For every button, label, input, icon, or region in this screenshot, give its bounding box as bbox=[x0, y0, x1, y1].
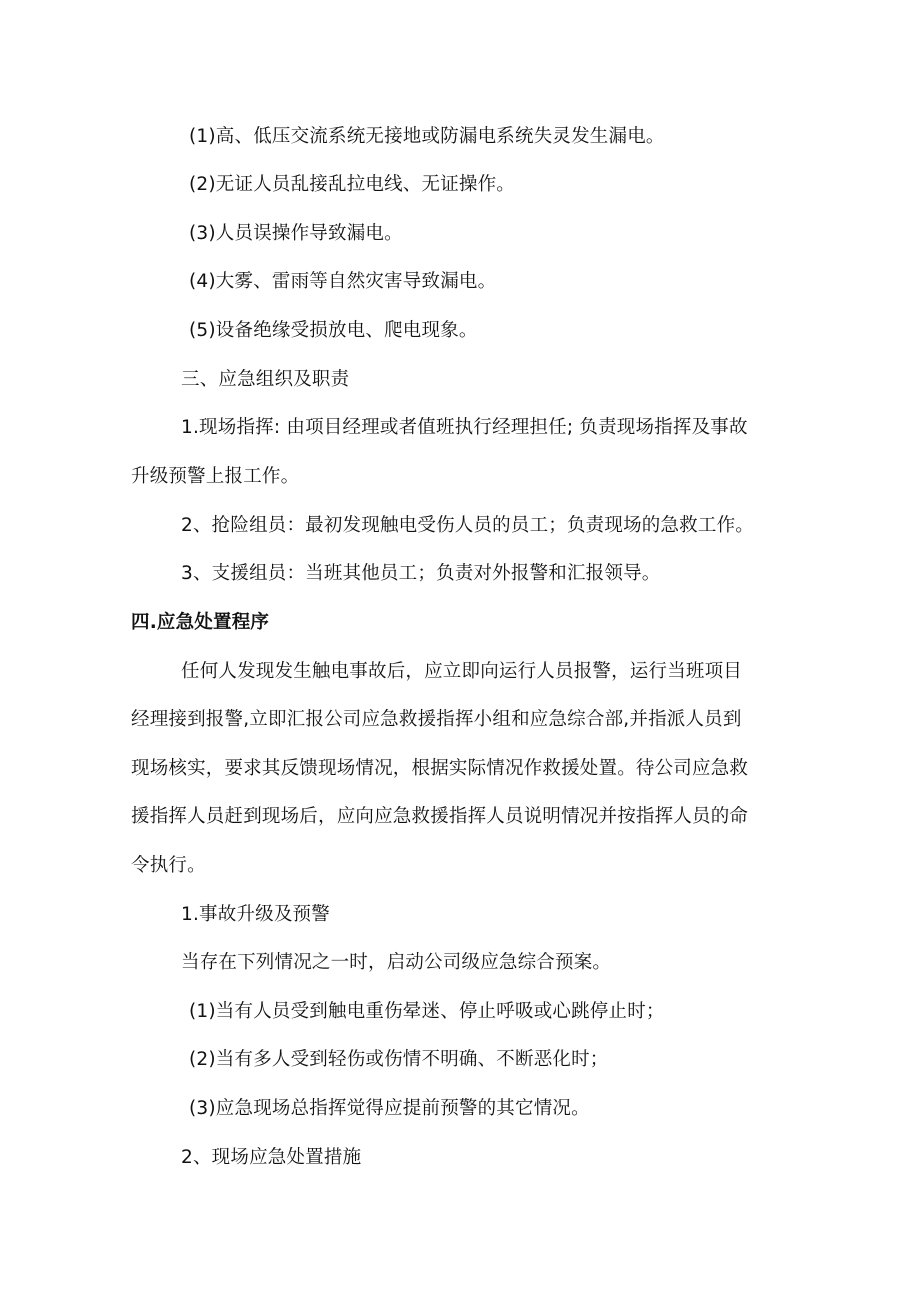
role-support: 3、支援组员：当班其他员工；负责对外报警和汇报领导。 bbox=[181, 563, 661, 584]
escalation-condition-1: (1)当有人员受到触电重伤晕迷、停止呼吸或心跳停止时； bbox=[189, 1001, 665, 1022]
section-heading-procedure: 四.应急处置程序 bbox=[131, 612, 270, 633]
procedure-line-5: 令执行。 bbox=[131, 855, 206, 876]
procedure-line-2: 经理接到报警,立即汇报公司应急救援指挥小组和应急综合部,并指派人员到 bbox=[131, 709, 742, 730]
escalation-condition-3: (3)应急现场总指挥觉得应提前预警的其它情况。 bbox=[189, 1098, 590, 1119]
procedure-line-3: 现场核实，要求其反馈现场情况，根据实际情况作救援处置。待公司应急救 bbox=[131, 758, 749, 779]
role-rescue: 2、抢险组员：最初发现触电受伤人员的员工；负责现场的急救工作。 bbox=[181, 515, 754, 536]
cause-item-1: (1)高、低压交流系统无接地或防漏电系统失灵发生漏电。 bbox=[189, 126, 665, 147]
cause-item-2: (2)无证人员乱接乱拉电线、无证操作。 bbox=[189, 174, 516, 195]
escalation-condition-2: (2)当有多人受到轻伤或伤情不明确、不断恶化时； bbox=[189, 1049, 609, 1070]
cause-item-4: (4)大雾、雷雨等自然灾害导致漏电。 bbox=[189, 271, 497, 292]
subsection-heading-escalation: 1.事故升级及预警 bbox=[181, 904, 330, 925]
escalation-intro: 当存在下列情况之一时，启动公司级应急综合预案。 bbox=[181, 952, 612, 973]
role-commander-line-1: 1.现场指挥: 由项目经理或者值班执行经理担任; 负责现场指挥及事故 bbox=[181, 417, 748, 438]
role-commander-line-2: 升级预警上报工作。 bbox=[131, 466, 300, 487]
section-heading-organization: 三、应急组织及职责 bbox=[181, 369, 350, 390]
procedure-line-1: 任何人发现发生触电事故后，应立即向运行人员报警，运行当班项目 bbox=[181, 661, 743, 682]
procedure-line-4: 援指挥人员赶到现场后，应向应急救援指挥人员说明情况并按指挥人员的命 bbox=[131, 806, 749, 827]
cause-item-5: (5)设备绝缘受损放电、爬电现象。 bbox=[189, 320, 478, 341]
cause-item-3: (3)人员误操作导致漏电。 bbox=[189, 223, 403, 244]
subsection-heading-measures: 2、现场应急处置措施 bbox=[181, 1147, 362, 1168]
